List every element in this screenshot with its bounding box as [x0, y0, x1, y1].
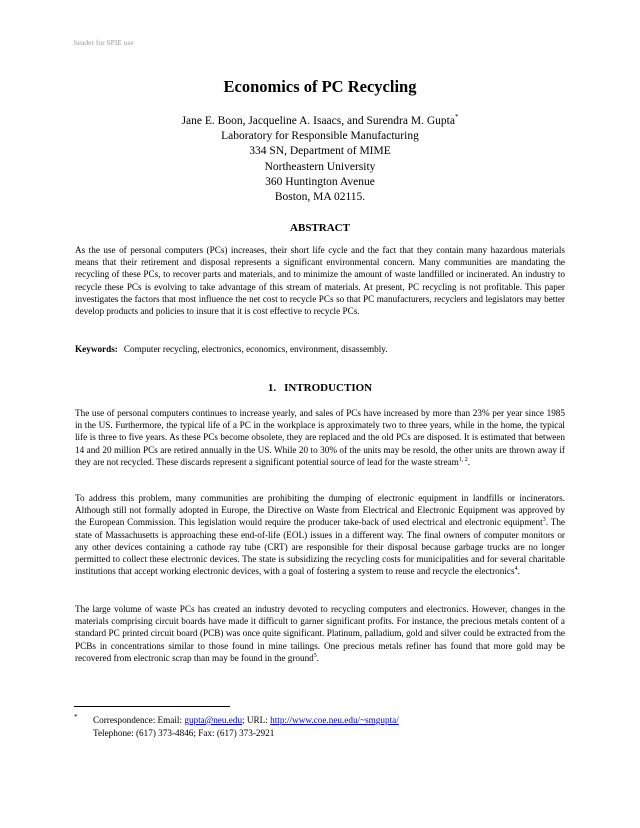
intro-p2-text-b: . The state of Massachusetts is approaching these end-of-life (EOL) issues in a different way. The final owners of computer monitors or any other devices containing a cathode ray tube (CRT) are responsible for their disposal because garbage trucks are no longer permitted to collect these electronic devices. The state is subsidizing the recycling costs for municipalities and for several charitable institutions that accept working electronic devices, with a goal of fostering a system to reuse and recycle the electronics	[75, 517, 565, 577]
section-number: 1.	[267, 382, 277, 394]
author-block	[0, 110, 640, 206]
abstract-heading: ABSTRACT	[290, 222, 350, 234]
author-names	[0, 110, 640, 129]
footnote-line-2: Telephone: (617) 373-4846; Fax: (617) 373-2921	[93, 727, 275, 738]
citation-3: 3	[542, 517, 546, 524]
section-title: INTRODUCTION	[284, 382, 373, 394]
footnote-line-1	[93, 714, 399, 727]
intro-p3-end: .	[316, 652, 320, 663]
author-footnote-mark: *	[454, 113, 459, 121]
running-header: header for SPIE use	[74, 38, 134, 47]
footnote-lines	[93, 714, 399, 739]
intro-paragraph-3	[75, 603, 565, 664]
affiliation-line-1: Laboratory for Responsible Manufacturing	[221, 130, 419, 143]
abstract-text: As the use of personal computers (PCs) increases, their short life cycle and the fact that they contain many hazardous materials means that their retirement and disposal represents a significant environmental concern. Many communities are mandating the recycling of these PCs, to recover parts and materials, and to minimize the amount of waste landfilled or incinerated. An industry to recycle these PCs is evolving to take advantage of this stream of materials. At present, PC recycling is not profitable. This paper investigates the factors that most influence the net cost to recycle PCs so that PC manufacturers, recyclers and legislators may better develop products and policies to insure that it is cost effective to recycle PCs.	[75, 245, 565, 317]
intro-p2-text-a: To address this problem, many communities are prohibiting the dumping of electronic equipment in landfills or incinerators. Although still not formally adopted in Europe, the Directive on Waste from Electrical and Electronic Equipment was approved by the European Commission. This legislation would require the producer take-back of used electrical and electronic equipment	[75, 493, 565, 528]
keywords-label: Keywords:	[75, 344, 118, 354]
section-heading-introduction	[0, 382, 640, 394]
footnote	[74, 714, 399, 739]
footnote-email-prefix: Correspondence: Email:	[93, 715, 185, 725]
affiliation-line-3: Northeastern University	[264, 160, 376, 173]
intro-p1-end: .	[467, 456, 471, 467]
affiliation-line-5: Boston, MA 02115.	[274, 191, 366, 204]
citation-5: 5	[313, 652, 317, 659]
intro-p2-end: .	[517, 566, 520, 577]
intro-paragraph-1	[75, 407, 565, 468]
keywords-line	[75, 344, 575, 354]
intro-paragraph-2	[75, 492, 565, 577]
email-link[interactable]: gupta@neu.edu	[184, 715, 243, 725]
author-names-text: Jane E. Boon, Jacqueline A. Isaacs, and Surendra M. Gupta	[181, 114, 455, 127]
keywords-text: Computer recycling, electronics, economics, environment, disassembly.	[123, 344, 388, 354]
url-link[interactable]: http://www.coe.neu.edu/~smgupta/	[270, 715, 399, 725]
intro-p3-text: The large volume of waste PCs has created an industry devoted to recycling computers and electronics. However, changes in the materials comprising circuit boards have made it difficult to garner significant profits. For instance, the precious metals content of a standard PC printed circuit board (PCB) was once quite significant. Platinum, palladium, gold and silver could be extracted from the PCBs in concentrations similar to those found in mine tailings. One precious metals refiner has found that more gold may be recovered from electronic scrap than may be found in the ground	[75, 604, 565, 663]
footnote-rule	[74, 706, 230, 707]
citation-1-2: 1, 2	[458, 456, 468, 463]
citation-4: 4	[514, 566, 518, 573]
intro-p1-text: The use of personal computers continues to increase yearly, and sales of PCs have increased by more than 23% per year since 1985 in the US. Furthermore, the typical life of a PC in the workplace is approximately two to three years, while in the home, the typical life is three to five years. As these PCs become obsolete, they are replaced and the old PCs are disposed. It is estimated that between 14 and 20 million PCs are retired annually in the US. While 20 to 30% of the units may be resold, the other units are thrown away if they are not recycled. These discards represent a significant potential source of lead for the waste stream	[75, 408, 565, 467]
affiliation-line-4: 360 Huntington Avenue	[265, 176, 375, 189]
footnote-mark: *	[74, 713, 78, 721]
footnote-url-prefix: ; URL:	[242, 715, 271, 725]
paper-title: Economics of PC Recycling	[223, 77, 417, 96]
affiliation-line-2: 334 SN, Department of MIME	[249, 145, 391, 158]
